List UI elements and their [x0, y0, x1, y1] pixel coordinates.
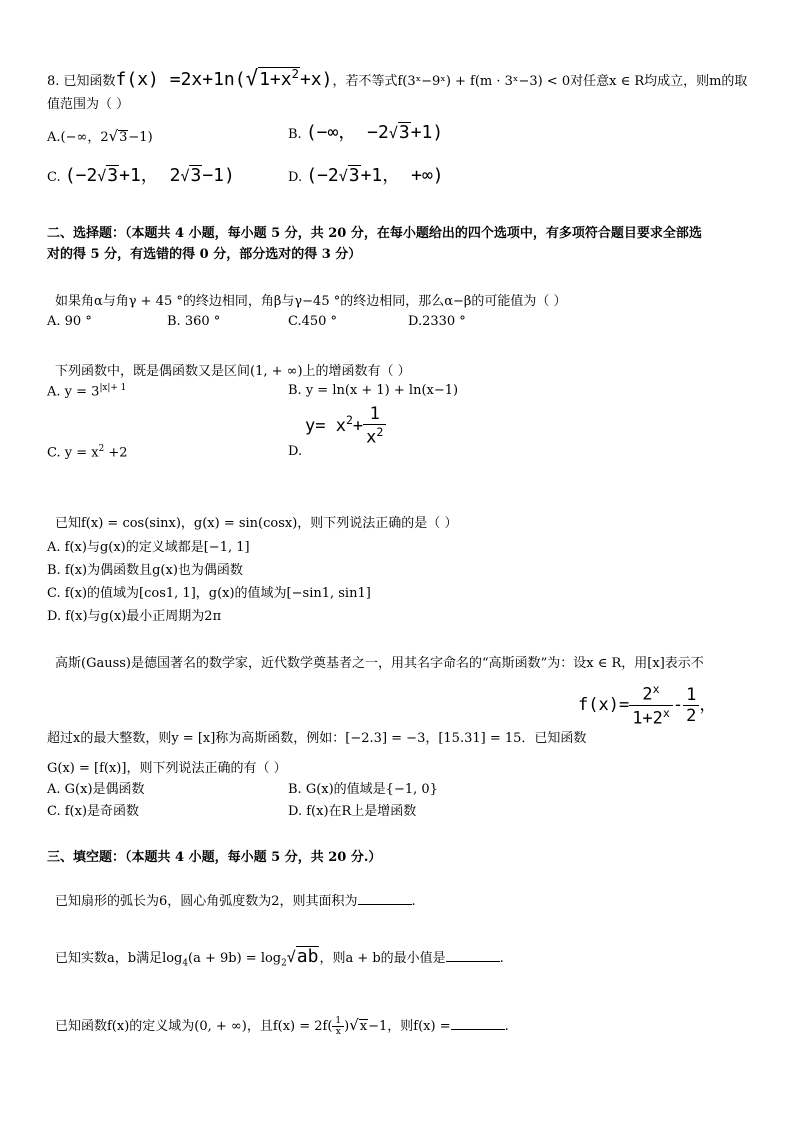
sqrt-icon: √ — [97, 167, 107, 185]
q10-option-b[interactable]: B. y = ln(x + 1) + ln(x−1) — [288, 383, 459, 398]
q8-line2: 值范围为（ ） — [47, 97, 130, 112]
q10-option-a[interactable]: A. $y = 3^{|x|+ 1}$ — [47, 383, 127, 400]
q12-option-b[interactable]: B. G(x)的值域是{−1, 0} — [288, 782, 438, 797]
q11-option-b[interactable]: B. f(x)为偶函数且g(x)也为偶函数 — [47, 563, 243, 578]
q11-stem: 已知f(x) = cos(sinx)，g(x) = sin(cosx)，则下列说法正确的是（ ） — [55, 516, 458, 531]
q9-option-a[interactable]: A. 90 ° — [47, 314, 92, 329]
q8-line1 — [47, 66, 747, 90]
q14-line: 已知实数a，b满足$\log_4(a + 9b) = \log_2√ab$，则a + b的最小值是 . — [55, 946, 504, 969]
q8-condition: ，若不等式f(3ˣ−9ˣ) + f(m · 3ˣ−3) < 0对任意x ∈ R均成立，则m的取 — [332, 74, 748, 89]
q9-stem: 如果角α与角γ + 45 °的终边相同，角β与γ−45 °的终边相同，那么α−β的可能值为（ ） — [55, 294, 567, 309]
sqrt-icon: √ — [245, 66, 259, 90]
sqrt-icon: √ — [180, 167, 190, 185]
q8-option-b[interactable]: B. (−∞， −2√3+1) — [288, 122, 444, 143]
q12-stem-line1: 高斯(Gauss)是德国著名的数学家，近代数学奠基者之一，用其名字命名的“高斯函数”为：设x ∈ R，用[x]表示不 — [55, 656, 704, 671]
q10-stem: 下列函数中，既是偶函数又是区间(1, + ∞)上的增函数有（ ） — [55, 364, 411, 379]
q15-answer-blank[interactable] — [451, 1017, 505, 1030]
q12-stem-line2: 超过x的最大整数，则y = [x]称为高斯函数，例如：[−2.3] = −3，[15.31] = 15．已知函数 — [47, 731, 587, 746]
sqrt-icon: √ — [108, 127, 119, 145]
q12-option-a[interactable]: A. G(x)是偶函数 — [47, 782, 145, 797]
q8-prefix: 8. 已知函数 — [47, 74, 116, 89]
q8-func-tail: +x) — [299, 69, 333, 90]
q12-stem-line3: G(x) = [f(x)]，则下列说法正确的有（ ） — [47, 761, 287, 776]
sqrt-icon: √ — [349, 1016, 359, 1034]
q15-line: 已知函数f(x)的定义域为(0, + ∞)，且f(x) = 2f( $\frac{1}{x}$ )√x−1，则f(x) = . — [55, 1016, 509, 1037]
q12-option-d[interactable]: D. f(x)在R上是增函数 — [288, 804, 417, 819]
q8-func — [115, 66, 333, 90]
q9-option-d[interactable]: D.2330 ° — [408, 314, 466, 329]
section2-header-line2: 对的得 5 分，有选错的得 0 分，部分选对的得 3 分） — [47, 247, 362, 262]
q12-option-c[interactable]: C. f(x)是奇函数 — [47, 804, 140, 819]
q8-option-c[interactable]: C. (−2√3+1， 2√3−1) — [47, 165, 235, 186]
sqrt-icon: √ — [338, 167, 348, 185]
q8-option-d[interactable]: D. (−2√3+1， +∞) — [288, 165, 444, 186]
q13-answer-blank[interactable] — [358, 892, 412, 905]
q8-option-a[interactable]: A.(−∞，2√3−1) — [47, 127, 153, 145]
q9-option-c[interactable]: C.450 ° — [288, 314, 338, 329]
q14-answer-blank[interactable] — [446, 949, 500, 962]
q8-func-radicand: $1+x^2$ — [259, 67, 299, 90]
q13-line: 已知扇形的弧长为6，圆心角弧度数为2，则其面积为 . — [55, 894, 416, 909]
q10-option-c[interactable]: C. $y = x^2 +2$ — [47, 444, 128, 461]
q10-option-d-formula: $y= x^2+$ $\frac{1}{x^2}$ — [305, 404, 386, 448]
sqrt-icon: √ — [388, 124, 398, 142]
q11-option-d[interactable]: D. f(x)与g(x)最小正周期为2π — [47, 609, 222, 624]
q11-option-c[interactable]: C. f(x)的值域为[cos1, 1]，g(x)的值域为[−sin1, sin1] — [47, 586, 371, 601]
q8-func-name: f(x) — [115, 69, 159, 90]
q12-function-formula: f(x)= $\frac{2^x}{1+2^x}$ - $\frac{1}{2}$ ， — [578, 682, 717, 729]
q8-func-eq: =2x+1n( — [169, 69, 246, 90]
q9-option-b[interactable]: B. 360 ° — [167, 314, 221, 329]
q10-option-d-label[interactable]: D. — [288, 444, 303, 459]
sqrt-icon: √ — [286, 948, 296, 966]
section2-header-line1: 二、选择题：（本题共 4 小题，每小题 5 分，共 20 分，在每小题给出的四个选项中，有多项符合题目要求全部选 — [47, 226, 702, 241]
q11-option-a[interactable]: A. f(x)与g(x)的定义域都是[−1, 1] — [47, 540, 250, 555]
section3-header: 三、填空题：（本题共 4 小题，每小题 5 分，共 20 分.） — [47, 850, 382, 865]
